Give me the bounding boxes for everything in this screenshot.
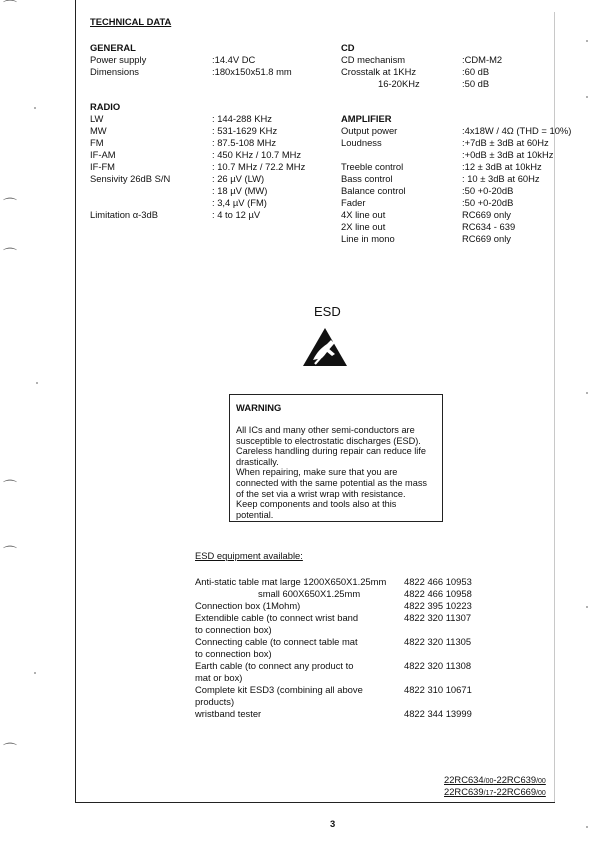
spec-label: CD mechanism: [341, 54, 406, 65]
equipment-item: Extendible cable (to connect wrist band: [195, 612, 359, 623]
esd-title: ESD: [314, 304, 341, 319]
radio-heading: RADIO: [90, 101, 121, 112]
spec-label: Limitation α-3dB: [90, 209, 158, 220]
equipment-item: mat or box): [195, 672, 243, 683]
spec-value: : 3,4 µV (FM): [212, 197, 267, 208]
equipment-item: to connection box): [195, 624, 272, 635]
spec-value: : 531-1629 KHz: [212, 125, 278, 136]
spec-label: Output power: [341, 125, 398, 136]
equipment-code: 4822 395 10223: [404, 600, 472, 611]
spec-label: Line in mono: [341, 233, 395, 244]
spec-value: : 18 µV (MW): [212, 185, 268, 196]
spec-label: Bass control: [341, 173, 393, 184]
binder-hole-mark: ⌒: [3, 546, 17, 562]
model-number-line: [444, 786, 546, 800]
warning-title: WARNING: [236, 402, 282, 413]
spec-label: Balance control: [341, 185, 406, 196]
warning-line: All ICs and many other semi-conductors are: [236, 425, 415, 435]
binder-hole-mark: ⌒: [3, 198, 17, 214]
spec-value: :CDM-M2: [462, 54, 503, 65]
equipment-code: 4822 344 13999: [404, 708, 472, 719]
spec-value: :12 ± 3dB at 10kHz: [462, 161, 542, 172]
equipment-code: 4822 320 11307: [404, 612, 472, 623]
spec-value: :50 +0-20dB: [462, 185, 514, 196]
spec-label: FM: [90, 137, 104, 148]
warning-line: of the set via a wrist wrap with resistance.: [236, 488, 406, 499]
spec-label: 2X line out: [341, 221, 386, 232]
model-number: -22RC639: [493, 774, 537, 785]
spec-value: :4x18W / 4Ω (THD = 10%): [462, 125, 572, 136]
warning-line: potential.: [236, 509, 274, 520]
spec-label: MW: [90, 125, 107, 136]
equipment-item: Connecting cable (to connect table mat: [195, 636, 358, 647]
spec-label: Treeble control: [341, 161, 404, 172]
page-frame-left: [75, 0, 76, 802]
scan-speck: [586, 826, 588, 828]
equipment-item: small 600X650X1.25mm: [258, 588, 361, 599]
spec-value: RC669 only: [462, 209, 511, 220]
cd-heading: CD: [341, 42, 355, 53]
spec-value: :50 dB: [462, 78, 490, 89]
spec-label: Dimensions: [90, 66, 139, 77]
page-number: 3: [330, 818, 336, 829]
warning-line: susceptible to electrostatic discharges (ESD).: [236, 435, 421, 446]
general-heading: GENERAL: [90, 42, 136, 53]
scan-speck: [36, 382, 38, 384]
spec-label: Crosstalk at 1KHz: [341, 66, 417, 77]
scan-speck: [586, 40, 588, 42]
spec-value: : 4 to 12 µV: [212, 209, 261, 220]
warning-line: connected with the same potential as the mass: [236, 477, 428, 488]
page-frame-bottom: [75, 802, 555, 803]
spec-value: : 10 ± 3dB at 60Hz: [462, 173, 540, 184]
equipment-item: Earth cable (to connect any product to: [195, 660, 354, 671]
model-suffix: /00: [483, 778, 494, 785]
spec-value: :50 +0-20dB: [462, 197, 514, 208]
esd-warning-box: [229, 394, 443, 522]
warning-text: [236, 425, 436, 520]
equipment-item: to connection box): [195, 648, 272, 659]
spec-label: Fader: [341, 197, 366, 208]
esd-warning-triangle-icon: [301, 326, 349, 368]
spec-label: IF-AM: [90, 149, 116, 160]
warning-line: When repairing, make sure that you are: [236, 467, 398, 478]
equipment-code: 4822 320 11305: [404, 636, 472, 647]
spec-value: :14.4V DC: [212, 54, 256, 65]
equipment-code: 4822 466 10958: [404, 588, 472, 599]
spec-label: Power supply: [90, 54, 147, 65]
spec-value: : 144-288 KHz: [212, 113, 272, 124]
model-suffix: /00: [536, 778, 546, 785]
binder-hole-mark: ⌒: [3, 0, 17, 16]
spec-value: :180x150x51.8 mm: [212, 66, 292, 77]
equipment-item: wristband tester: [195, 708, 262, 719]
equipment-item: products): [195, 696, 235, 707]
binder-hole-mark: ⌒: [3, 743, 17, 759]
equipment-code: 4822 310 10671: [404, 684, 472, 695]
warning-line: Keep components and tools also at this: [236, 499, 397, 510]
equipment-code: 4822 320 11308: [404, 660, 472, 671]
warning-line: drastically.: [236, 456, 279, 467]
scan-speck: [34, 672, 36, 674]
spec-value: RC669 only: [462, 233, 511, 244]
spec-label: IF-FM: [90, 161, 115, 172]
esd-equipment-heading: ESD equipment available:: [195, 550, 303, 561]
equipment-item: Connection box (1Mohm): [195, 600, 301, 611]
model-number: -22RC669: [493, 786, 537, 797]
scan-speck: [586, 606, 588, 608]
spec-label: 16-20KHz: [378, 78, 420, 89]
model-number: 22RC639: [444, 786, 484, 797]
spec-label: LW: [90, 113, 104, 124]
scan-speck: [586, 96, 588, 98]
page-title: TECHNICAL DATA: [90, 16, 172, 27]
spec-value: : 450 KHz / 10.7 MHz: [212, 149, 302, 160]
warning-line: Careless handling during repair can reduce life: [236, 446, 426, 457]
scan-speck: [586, 392, 588, 394]
equipment-item: Anti-static table mat large 1200X650X1.25mm: [195, 576, 387, 587]
equipment-code: 4822 466 10953: [404, 576, 472, 587]
spec-value: :+7dB ± 3dB at 60Hz: [462, 137, 549, 148]
spec-value: : 26 µV (LW): [212, 173, 265, 184]
model-suffix: /17: [483, 790, 494, 797]
spec-value: : 10.7 MHz / 72.2 MHz: [212, 161, 306, 172]
binder-hole-mark: ⌒: [3, 248, 17, 264]
model-suffix: /00: [536, 790, 546, 797]
spec-label: Loudness: [341, 137, 382, 148]
amplifier-heading: AMPLIFIER: [341, 113, 392, 124]
spec-value: :60 dB: [462, 66, 490, 77]
spec-label: Sensivity 26dB S/N: [90, 173, 171, 184]
spec-label: 4X line out: [341, 209, 386, 220]
spec-value: RC634 - 639: [462, 221, 516, 232]
model-number: 22RC634: [444, 774, 484, 785]
spec-value: : 87.5-108 MHz: [212, 137, 277, 148]
spec-value: :+0dB ± 3dB at 10kHz: [462, 149, 554, 160]
scan-speck: [34, 107, 36, 109]
equipment-item: Complete kit ESD3 (combining all above: [195, 684, 363, 695]
binder-hole-mark: ⌒: [3, 480, 17, 496]
